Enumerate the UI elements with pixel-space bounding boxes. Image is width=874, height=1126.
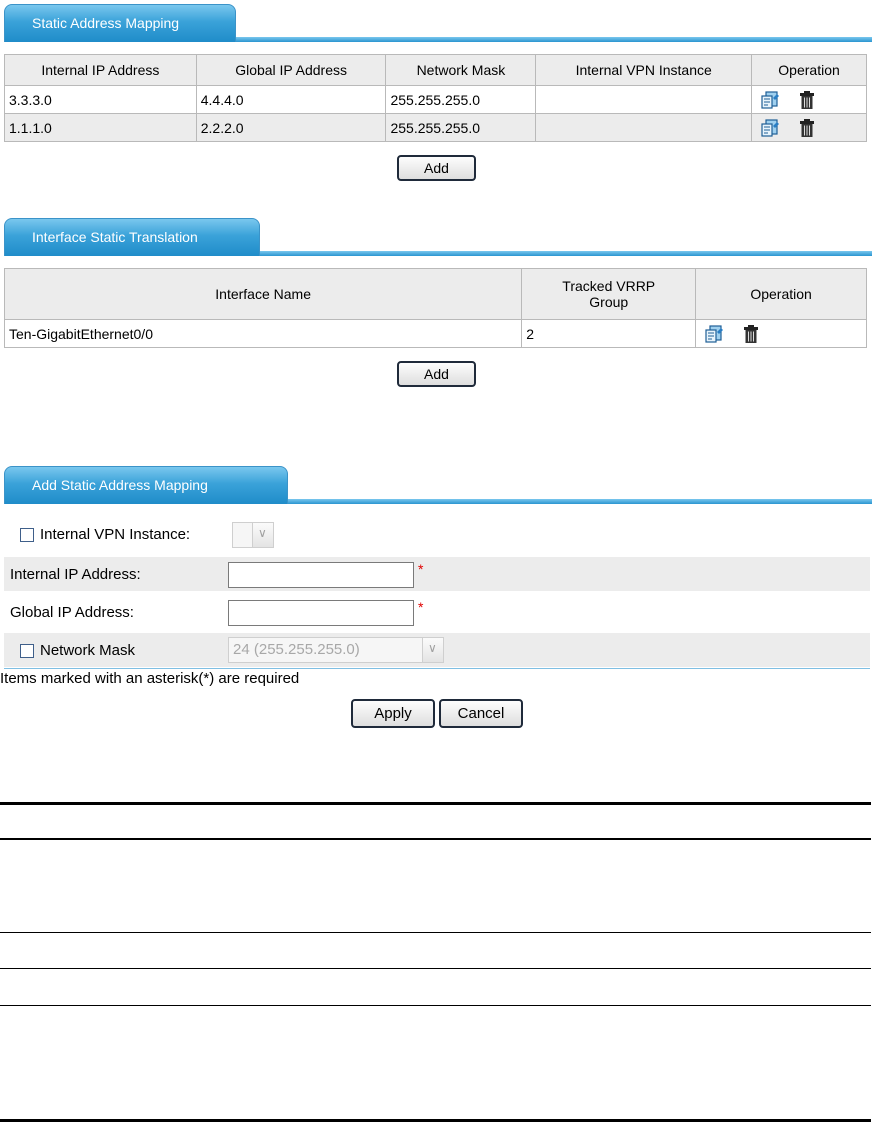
table-row bbox=[5, 114, 867, 142]
divider-thick bbox=[0, 1119, 871, 1122]
add-form-title: Add Static Address Mapping bbox=[32, 477, 208, 493]
interface-translation-table bbox=[4, 268, 867, 348]
divider-thin bbox=[0, 968, 871, 969]
table-header-row bbox=[5, 269, 867, 320]
trash-icon[interactable] bbox=[744, 325, 758, 343]
static-mapping-tab bbox=[4, 4, 872, 42]
operation-cell bbox=[696, 320, 867, 348]
global-ip-input[interactable] bbox=[228, 600, 414, 626]
divider-thin bbox=[0, 932, 871, 933]
column-header: Interface Name bbox=[5, 269, 522, 320]
vpn-instance-row bbox=[4, 517, 870, 551]
vpn-cell bbox=[536, 86, 752, 114]
network-mask-row bbox=[4, 633, 870, 667]
divider-thick bbox=[0, 802, 871, 805]
vpn-instance-select[interactable] bbox=[232, 522, 274, 548]
network-mask-select[interactable] bbox=[228, 637, 444, 663]
column-header: Tracked VRRP Group bbox=[522, 269, 696, 320]
internal-ip-row bbox=[4, 557, 870, 591]
operation-cell bbox=[752, 114, 867, 142]
apply-button[interactable]: Apply bbox=[351, 699, 435, 728]
network-mask-selected: 24 (255.255.255.0) bbox=[233, 641, 360, 658]
cancel-button[interactable]: Cancel bbox=[439, 699, 523, 728]
internal-ip-label: Internal IP Address: bbox=[10, 566, 141, 583]
trash-icon[interactable] bbox=[800, 91, 814, 109]
interface-name-cell: Ten-GigabitEthernet0/0 bbox=[5, 320, 522, 348]
vrrp-group-cell: 2 bbox=[522, 320, 696, 348]
required-marker: * bbox=[418, 561, 424, 577]
column-header: Internal VPN Instance bbox=[536, 55, 752, 86]
required-note: Items marked with an asterisk(*) are required bbox=[0, 670, 300, 687]
operation-cell bbox=[752, 86, 867, 114]
column-header: Operation bbox=[696, 269, 867, 320]
chevron-down-icon: ∨ bbox=[422, 638, 443, 662]
edit-icon[interactable] bbox=[760, 118, 780, 138]
table-row bbox=[5, 320, 867, 348]
internal-ip-cell: 3.3.3.0 bbox=[5, 86, 197, 114]
divider-thick bbox=[0, 838, 871, 840]
static-mapping-title: Static Address Mapping bbox=[32, 15, 180, 31]
mask-cell: 255.255.255.0 bbox=[386, 86, 536, 114]
global-ip-label: Global IP Address: bbox=[10, 604, 134, 621]
edit-icon[interactable] bbox=[760, 90, 780, 110]
global-ip-cell: 2.2.2.0 bbox=[196, 114, 386, 142]
vpn-instance-checkbox[interactable] bbox=[20, 528, 34, 542]
vpn-cell bbox=[536, 114, 752, 142]
column-header: Network Mask bbox=[386, 55, 536, 86]
interface-translation-title: Interface Static Translation bbox=[32, 229, 198, 245]
static-mapping-table bbox=[4, 54, 867, 142]
mask-cell: 255.255.255.0 bbox=[386, 114, 536, 142]
internal-ip-input[interactable] bbox=[228, 562, 414, 588]
column-header: Internal IP Address bbox=[5, 55, 197, 86]
global-ip-cell: 4.4.4.0 bbox=[196, 86, 386, 114]
vpn-instance-label: Internal VPN Instance: bbox=[40, 526, 191, 543]
add-interface-button[interactable]: Add bbox=[397, 361, 476, 387]
form-divider bbox=[4, 668, 870, 669]
chevron-down-icon: ∨ bbox=[252, 523, 273, 547]
divider-thin bbox=[0, 1005, 871, 1006]
internal-ip-cell: 1.1.1.0 bbox=[5, 114, 197, 142]
required-marker: * bbox=[418, 599, 424, 615]
global-ip-row bbox=[4, 595, 870, 629]
interface-translation-tab bbox=[4, 218, 872, 256]
table-row bbox=[5, 86, 867, 114]
column-header: Operation bbox=[752, 55, 867, 86]
table-header-row bbox=[5, 55, 867, 86]
column-header: Global IP Address bbox=[196, 55, 386, 86]
network-mask-label: Network Mask bbox=[40, 642, 136, 659]
network-mask-checkbox[interactable] bbox=[20, 644, 34, 658]
add-mapping-button[interactable]: Add bbox=[397, 155, 476, 181]
add-form-tab bbox=[4, 466, 872, 504]
trash-icon[interactable] bbox=[800, 119, 814, 137]
edit-icon[interactable] bbox=[704, 324, 724, 344]
